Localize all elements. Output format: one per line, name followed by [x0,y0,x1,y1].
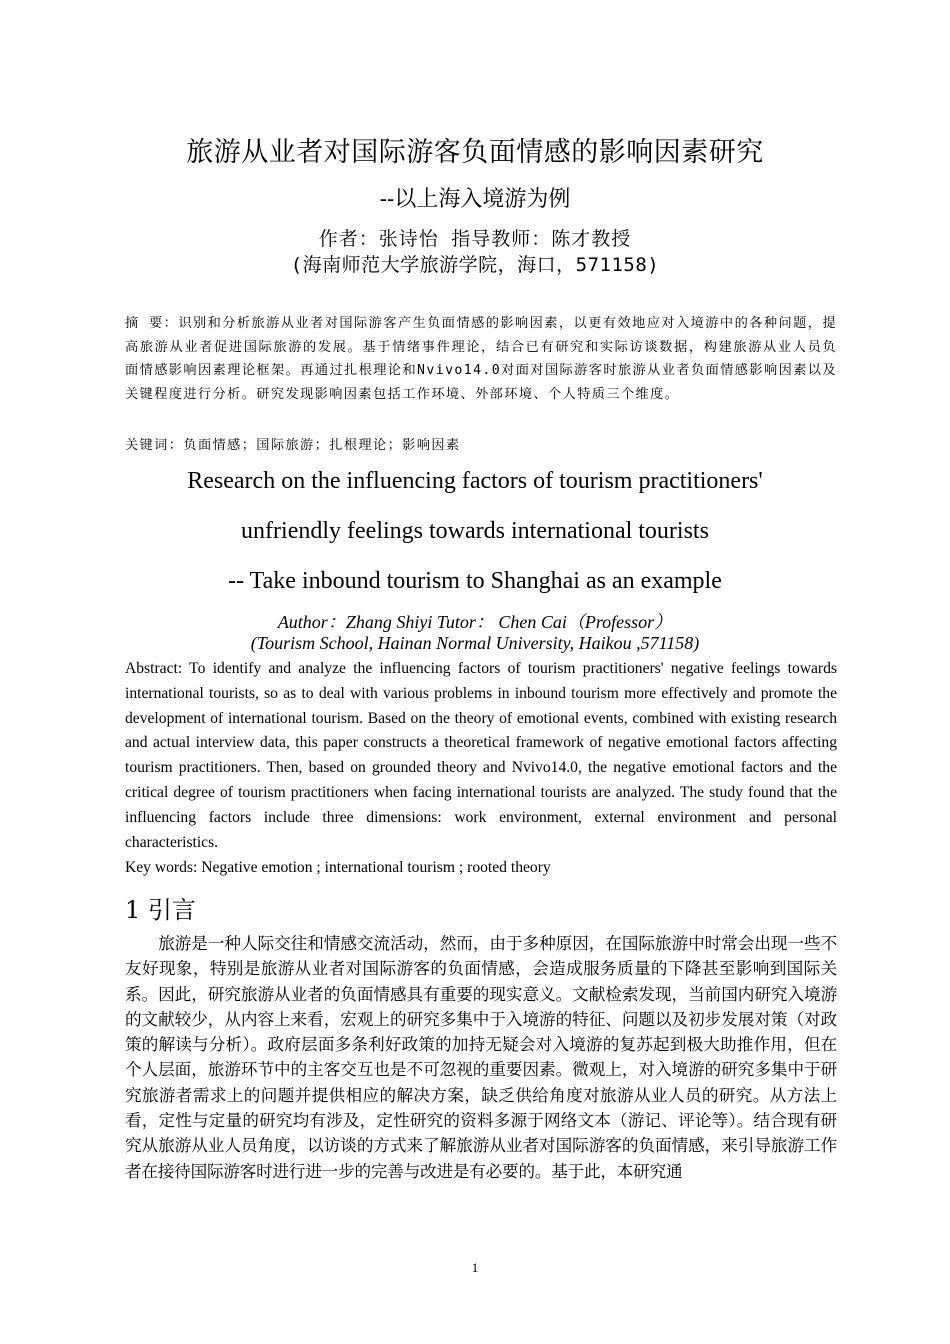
english-abstract: Abstract: To identify and analyze the influencing factors of tourism practitioners' negative feelings towards international tourists, so as to deal with various problems in inbound tourism more effectively and promote the development of international tourism. Based on the theory of emotional events, combined with existing research and actual interview data, this paper constructs a theoretical framework of negative emotional factors affecting tourism practitioners. Then, based on grounded theory and Nvivo14.0, the negative emotional factors and the critical degree of tourism practitioners when facing international tourists are analyzed. The study found that the influencing factors include three dimensions: work environment, external environment and personal characteristics. [125,660,837,851]
chinese-keywords-label: 关键词： [125,438,184,453]
introduction-paragraph: 旅游是一种人际交往和情感交流活动，然而，由于多种原因，在国际旅游中时常会出现一些不友好现象，特别是旅游从业者对国际游客的负面情感，会造成服务质量的下降甚至影响到国际关系。因此，研究旅游从业者的负面情感具有重要的现实意义。文献检索发现，当前国内研究入境游的文献较少，从内容上来看，宏观上的研究多集中于入境游的特征、问题以及初步发展对策（对政策的解读与分析）。政府层面多条利好政策的加持无疑会对入境游的复苏起到极大助推作用，但在个人层面，旅游环节中的主客交互也是不可忽视的重要因素。微观上，对入境游的研究多集中于研究旅游者需求上的问题并提供相应的解决方案，缺乏供给角度对旅游从业人员的研究。从方法上看，定性与定量的研究均有涉及，定性研究的资料多源于网络文本（游记、评论等）。结合现有研究从旅游从业人员角度，以访谈的方式来了解旅游从业者对国际游客的负面情感，来引导旅游工作者在接待国际游客时进行进一步的完善与改进是有必要的。基于此，本研究通 [125,934,837,1181]
chinese-abstract-label: 摘 要： [125,316,179,331]
english-title-line-3: -- Take inbound tourism to Shanghai as an example [228,568,722,594]
chinese-keywords-text: 负面情感；国际旅游；扎根理论；影响因素 [183,438,461,453]
english-title-line-2: unfriendly feelings towards international tourists [241,518,709,544]
english-keywords: Key words: Negative emotion ; international tourism ; rooted theory [125,859,551,876]
chinese-abstract-text: 识别和分析旅游从业者对国际游客产生负面情感的影响因素，以更有效地应对入境游中的各种问题，提高旅游从业者促进国际旅游的发展。基于情绪事件理论，结合已有研究和实际访谈数据，构建旅游从业人员负面情感影响因素理论框架。再通过扎根理论和Nvivo14.0对面对国际游客时旅游从业者负面情感影响因素以及关键程度进行分析。研究发现影响因素包括工作环境、外部环境、个人特质三个维度。 [125,316,837,402]
english-affiliation: (Tourism School, Hainan Normal University, Haikou ,571158) [250,633,700,653]
chinese-title: 旅游从业者对国际游客负面情感的影响因素研究 [186,137,764,168]
page-number: 1 [471,1260,479,1275]
chinese-affiliation: (海南师范大学旅游学院，海口，571158) [290,254,660,276]
english-title-line-1: Research on the influencing factors of tourism practitioners' [187,468,763,494]
chinese-abstract [125,312,837,406]
chinese-keywords [125,434,837,457]
section-heading-introduction: 1 引言 [125,896,196,924]
chinese-subtitle: --以上海入境游为例 [379,187,571,212]
english-author-line: Author：Zhang Shiyi Tutor： Chen Cai（Professor） [277,612,673,632]
chinese-author-line: 作者：张诗怡 指导教师：陈才教授 [318,228,632,250]
